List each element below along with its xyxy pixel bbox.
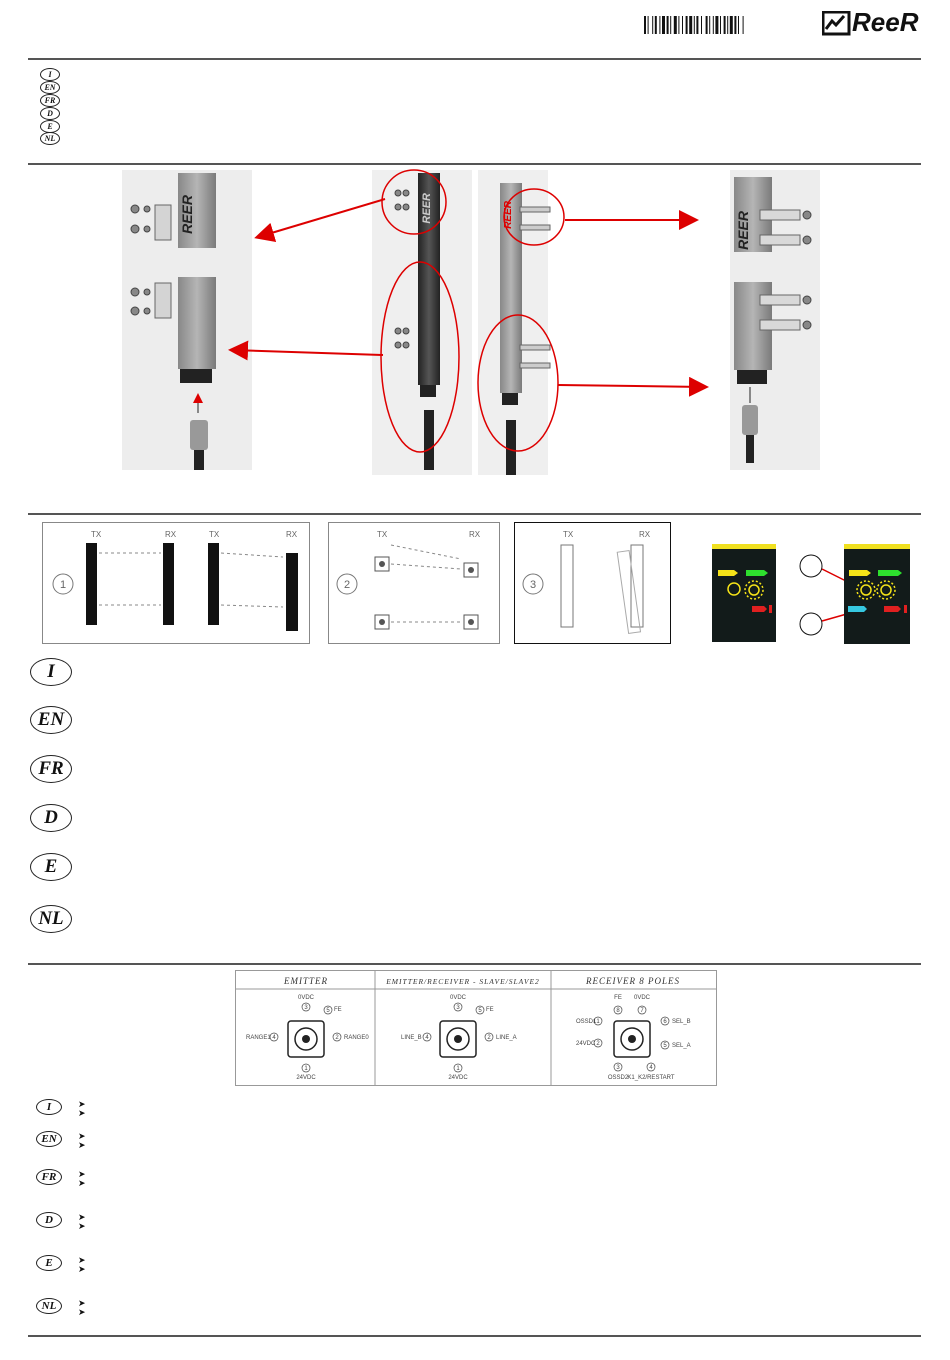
led-display-illustration (712, 544, 926, 646)
svg-text:5: 5 (326, 1008, 330, 1014)
barcode-bar (730, 16, 733, 34)
language-badge-en: EN (40, 81, 60, 94)
language-section-badge-i: I (30, 658, 72, 686)
svg-text:5: 5 (478, 1008, 482, 1014)
svg-text:2: 2 (596, 1041, 600, 1047)
mounting-drawing (100, 165, 840, 485)
language-section-badge-en: EN (30, 706, 72, 734)
svg-text:RANGE0: RANGE0 (344, 1035, 369, 1041)
language-badge-nl: NL (40, 132, 60, 145)
barcode-bar (706, 16, 708, 34)
barcode-bar (743, 16, 744, 34)
divider (28, 1335, 921, 1337)
svg-text:0VDC: 0VDC (449, 995, 467, 1001)
svg-text:OSSD2: OSSD2 (607, 1075, 629, 1081)
barcode-graphic (644, 14, 814, 34)
svg-text:OSSD1: OSSD1 (576, 1019, 597, 1025)
language-badge-fr: FR (40, 94, 60, 107)
svg-text:FE: FE (334, 1007, 342, 1013)
svg-text:4: 4 (649, 1065, 653, 1071)
panel-number: 1 (59, 579, 67, 591)
bullet-arrow-icon: ➤ (78, 1221, 86, 1231)
barcode-bar (659, 16, 660, 34)
tx-label: TX (91, 530, 102, 539)
tx-label: TX (209, 530, 220, 539)
language-bullet-badge-e: E (36, 1255, 62, 1271)
barcode-bar (655, 16, 657, 34)
svg-text:K1_K2/RESTART: K1_K2/RESTART (627, 1075, 675, 1081)
svg-text:6: 6 (663, 1019, 667, 1025)
language-section-badge-fr: FR (30, 755, 72, 783)
bullet-arrow-icon: ➤ (78, 1131, 86, 1141)
reer-logo-text: ReeR (852, 7, 919, 37)
connector-table (235, 970, 717, 1086)
svg-text:FE: FE (486, 1007, 494, 1013)
tx-label: TX (563, 530, 574, 539)
svg-text:7: 7 (640, 1008, 644, 1014)
bullet-arrow-icon: ➤ (78, 1264, 86, 1274)
bullet-arrow-icon: ➤ (78, 1178, 86, 1188)
language-section-badge-nl: NL (30, 905, 72, 933)
panel-number: 2 (343, 579, 351, 591)
barcode-bar (670, 16, 671, 34)
barcode-bar (713, 16, 714, 34)
barcode-bar (734, 16, 736, 34)
mounting-illustration (100, 165, 840, 485)
barcode (644, 14, 814, 34)
svg-text:0VDC: 0VDC (633, 995, 651, 1001)
rx-label: RX (286, 530, 298, 539)
rx-label: RX (165, 530, 177, 539)
reer-logo (822, 8, 922, 38)
svg-text:24VDC: 24VDC (448, 1075, 468, 1081)
svg-text:REER: REER (179, 195, 195, 234)
svg-text:2: 2 (487, 1035, 491, 1041)
svg-text:5: 5 (663, 1043, 667, 1049)
divider (28, 58, 921, 60)
language-bullet-badge-nl: NL (36, 1298, 62, 1314)
svg-text:1: 1 (456, 1066, 460, 1072)
slave-connector (401, 995, 517, 1081)
bullet-arrow-icon: ➤ (78, 1255, 86, 1265)
svg-text:SEL_A: SEL_A (672, 1043, 691, 1049)
receiver-header: RECEIVER 8 POLES (586, 976, 680, 986)
barcode-bar (674, 16, 677, 34)
divider (28, 963, 921, 965)
svg-text:8: 8 (616, 1008, 620, 1014)
barcode-bar (724, 16, 726, 34)
barcode-bar (652, 16, 653, 34)
barcode-bar (715, 16, 718, 34)
svg-text:1: 1 (304, 1066, 308, 1072)
bullet-arrow-icon: ➤ (78, 1099, 86, 1109)
svg-text:24VDC: 24VDC (576, 1041, 596, 1047)
alignment-panel-3 (514, 522, 671, 644)
barcode-bar (689, 16, 692, 34)
svg-text:REER: REER (421, 193, 433, 224)
alignment-panel-2 (328, 522, 500, 644)
barcode-bar (682, 16, 683, 34)
receiver-connector (576, 995, 691, 1081)
panel-number: 3 (529, 579, 537, 591)
barcode-bar (644, 16, 646, 34)
barcode-bar (738, 16, 739, 34)
slave-header: EMITTER/RECEIVER - SLAVE/SLAVE2 (386, 977, 540, 986)
svg-text:3: 3 (304, 1005, 308, 1011)
language-badge-e: E (40, 120, 60, 133)
emitter-header: EMITTER (284, 976, 328, 986)
svg-text:3: 3 (616, 1065, 620, 1071)
svg-text:REER: REER (735, 211, 751, 250)
rx-label: RX (639, 530, 651, 539)
svg-text:FE: FE (614, 995, 622, 1001)
language-bullet-badge-en: EN (36, 1131, 62, 1147)
svg-text:1: 1 (596, 1019, 600, 1025)
barcode-bar (648, 16, 649, 34)
svg-text:4: 4 (272, 1035, 276, 1041)
language-bullet-badge-fr: FR (36, 1169, 62, 1185)
svg-text:4: 4 (425, 1035, 429, 1041)
bullet-arrow-icon: ➤ (78, 1212, 86, 1222)
bullet-arrow-icon: ➤ (78, 1169, 86, 1179)
bullet-arrow-icon: ➤ (78, 1140, 86, 1150)
language-badge-d: D (40, 107, 60, 120)
svg-text:SEL_B: SEL_B (672, 1019, 691, 1025)
barcode-bar (727, 16, 728, 34)
svg-text:REER: REER (503, 201, 514, 229)
emitter-connector (246, 995, 369, 1081)
bullet-arrow-icon: ➤ (78, 1108, 86, 1118)
barcode-bar (662, 16, 665, 34)
divider (28, 513, 921, 515)
language-bullet-badge-i: I (36, 1099, 62, 1115)
language-section-badge-e: E (30, 853, 72, 881)
barcode-bar (696, 16, 698, 34)
svg-text:LINE_B: LINE_B (401, 1035, 422, 1041)
barcode-bar (709, 16, 710, 34)
bullet-arrow-icon: ➤ (78, 1298, 86, 1308)
language-section-badge-d: D (30, 804, 72, 832)
rx-label: RX (469, 530, 481, 539)
svg-text:24VDC: 24VDC (296, 1075, 316, 1081)
barcode-bar (701, 16, 702, 34)
svg-text:3: 3 (456, 1005, 460, 1011)
svg-text:LINE_A: LINE_A (496, 1035, 517, 1041)
language-bullet-badge-d: D (36, 1212, 62, 1228)
svg-text:0VDC: 0VDC (297, 995, 315, 1001)
svg-text:2: 2 (335, 1035, 339, 1041)
barcode-bar (720, 16, 721, 34)
language-badge-i: I (40, 68, 60, 81)
barcode-bar (667, 16, 669, 34)
bullet-arrow-icon: ➤ (78, 1307, 86, 1317)
barcode-bar (678, 16, 679, 34)
tx-label: TX (377, 530, 388, 539)
alignment-panel-1 (42, 522, 310, 644)
reer-logo-icon (822, 11, 852, 37)
barcode-bar (686, 16, 688, 34)
svg-text:RANGE1: RANGE1 (246, 1035, 271, 1041)
barcode-bar (694, 16, 695, 34)
